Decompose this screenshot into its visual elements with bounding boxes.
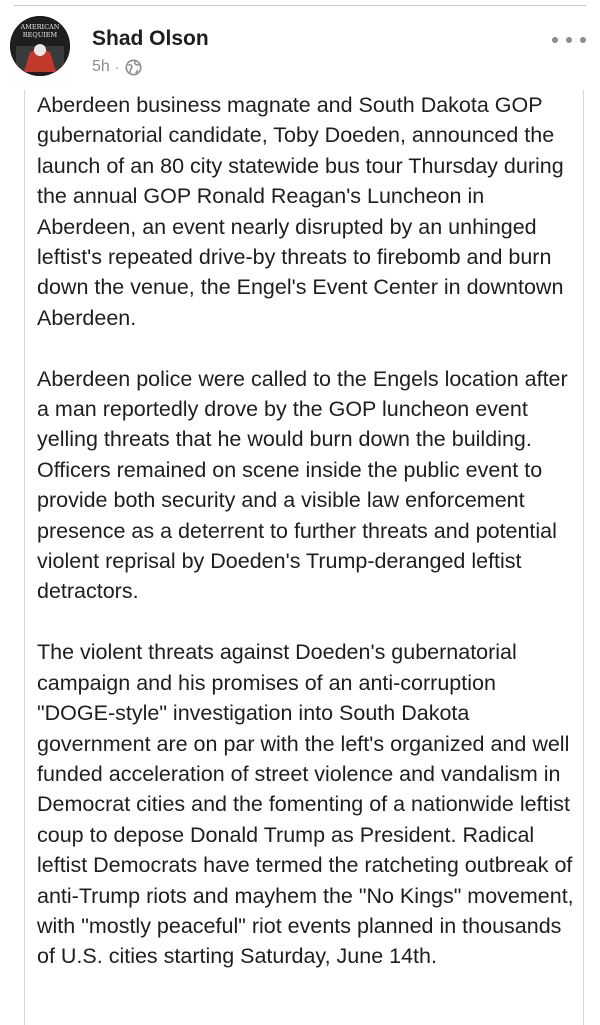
top-divider [14,5,586,6]
post-paragraph: Aberdeen business magnate and South Dakota GOP gubernatorial candidate, Toby Doeden, announced the launch of an 80 city statewide bus tour Thursday during the annual GOP Ronald Reagan's Luncheon in Aberdeen, an event nearly disrupted by an unhinged leftist's repeated drive-by threats to firebomb and burn down the venue, the Engel's Event Center in downtown Aberdeen. [37,93,564,330]
avatar-text-bottom: REQUIEM [22,31,58,39]
meta-separator: · [114,59,120,75]
post-paragraph: Aberdeen police were called to the Engels location after a man reportedly drove by the GOP luncheon event yelling threats that he would burn down the building. Officers remained on scene inside the public event to provide both security and a visible law enforcement presence as a deterrent to further threats and potential violent reprisal by Doeden's Trump-deranged leftist detractors. [37,366,568,604]
avatar-image [10,16,70,76]
post-header [10,16,590,78]
post-timestamp[interactable]: 5h [92,58,110,75]
avatar[interactable] [10,16,70,76]
more-options-button[interactable] [552,30,586,50]
more-dot-icon [566,37,572,43]
avatar-text-top: AMERICAN [20,23,60,31]
post-paragraph: The violent threats against Doeden's gubernatorial campaign and his promises of an anti-corruption "DOGE-style" investigation into South Dakota government are on par with the left's organized and well funded acceleration of street violence and vandalism in Democrat cities and the fomenting of a nationwide leftist coup to depose Donald Trump as President. Radical leftist Democrats have termed the ratcheting outbreak of anti-Trump riots and mayhem the "No Kings" movement, with "mostly peaceful" riot events planned in thousands of U.S. cities starting Saturday, June 14th. [37,640,574,969]
post-text [37,90,577,972]
globe-icon[interactable] [125,59,142,76]
post-body [24,90,584,1025]
post-meta [92,57,142,77]
more-dot-icon [552,37,558,43]
more-dot-icon [580,37,586,43]
author-name[interactable]: Shad Olson [92,27,209,50]
